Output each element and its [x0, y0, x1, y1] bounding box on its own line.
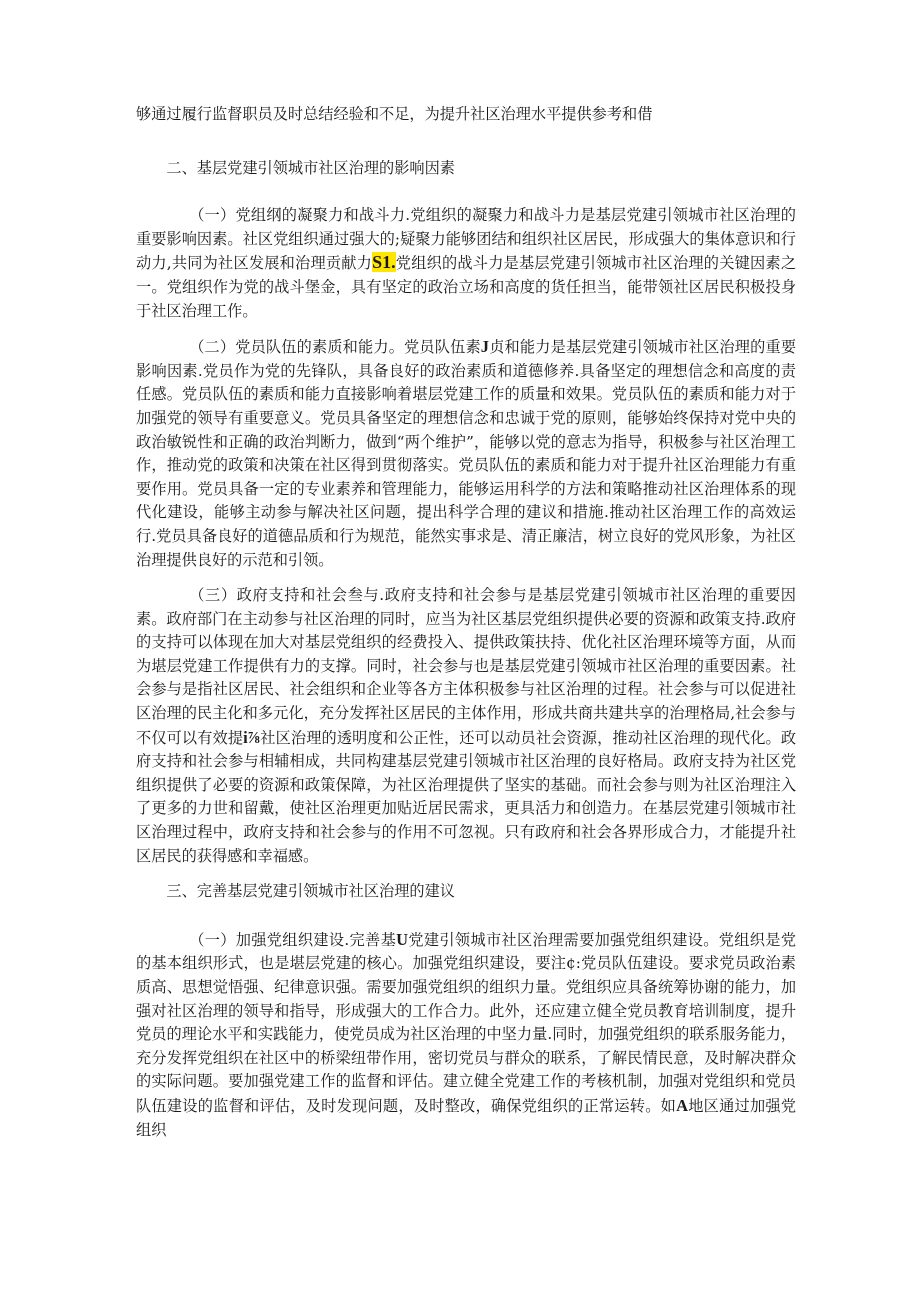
paragraph-3-text-a: （三）政府支持和社会叁与.政府支持和社会参与是基层党建引领城市社区治理的重要因素。政府部门在主动参与社区治理的同时，应当为社区基层党组织提供必要的资源和政策支持.政府的支持可以体现在加大对基层党组织的经费投入、提供政策扶持、优化社区治理环境等方面，从而为堪层党建工作提供有力的支撑。同时，社会参与也是基层党建引领城市社区治理的重要因素。社会参与是指社区居民、社会组织和企业等各方主体积极参与社区治理的过程。社会参与可以促进社区治理的民主化和多元化，充分发挥社区居民的主体作用，形成共商共建共享的治理格局,社会参与不仅可以有效提 — [136, 586, 796, 747]
ocr-mark: U — [396, 929, 409, 949]
paragraph-4-text-c: 地区通过加强党组织 — [136, 1096, 797, 1139]
paragraph-2-text-a: （二）党员队伍的素质和能力。党员队伍素 — [189, 338, 481, 357]
paragraph-3 — [136, 584, 796, 868]
section-heading-3: 三、完善基层党建引领城市社区治理的建议 — [166, 882, 455, 901]
paragraph-4 — [136, 928, 796, 1142]
paragraph-2-text-b: 贞和能力是基层党建引领城市社区治理的重要影响因素.党员作为党的先锋队，具备良好的政治素质和道德修养.具备坚定的理想信念和高度的责任感。党员队伍的素质和能力直接影响着堪层党建工作的质量和效果。党员队伍的素质和能力对于加强党的领导有重要意义。党员具备坚定的理想信念和忠诚于党的原则，能够始终保持对党中央的政治敏锐性和正确的政治判断力，做到“两个维护”，能够以党的意志为指导，积极参与社区治理工作，推动党的政策和决策在社区得到贯彻落实。党员队伍的素质和能力对于提升社区治理能力有重要作用。党员具备一定的专业素养和管理能力，能够运用科学的方法和策略推动社区治理体系的现代化建设，能够主动参与解决社区问题，提出科学合理的建议和措施.推动社区治理工作的高效运行.党员具备良好的道德品质和行为规范，能然实事求是、清正廉洁，树立良好的党风形象，为社区治理提供良好的示范和引领。 — [136, 338, 797, 569]
paragraph-1 — [136, 204, 796, 323]
ocr-mark: A — [676, 1095, 688, 1115]
document-page — [136, 103, 796, 1154]
paragraph-3-text-b: 社区治理的透明度和公正性，还可以动员社会资源，推动社区治理的现代化。政府支持和社会参与相辅相成，共同构建基层党建引领城市社区治理的良好格局。政府支持为社区党组织提供了必要的资源和政策保障，为社区治理提供了坚实的基础。而社会参与则为社区治理注入了更多的力世和留戴，使社区治理更加贴近居民需求，更具活力和创造力。在基层党建引领城市社区治理过程中，政府支持和社会参与的作用不可忽视。只有政府和社会各界形成合力，才能提升社区居民的获得感和幸福感。 — [136, 728, 797, 865]
continuation-line: 够通过履行监督职员及时总结经验和不足，为提升社区治理水平提供参考和借 — [136, 105, 653, 123]
paragraph-4-text-b: 党建引领城市社区治理需要加强党组织建设。党组织是党的基本组织形式，也是堪层党建的核心。加强党组织建设，要注¢:党员队伍建设。要求党员政治素质高、思想觉悟强、纪律意识强。需要加强党组织的组织力量。党组织应具备统筹协谢的能力，加强对社区治理的领导和指导，形成强大的工作合力。此外，还应建立健全党员教育培训制度，提升党员的理论水平和实践能力，使党员成为社区治理的中坚力量.同时，加强党组织的联系服务能力，充分发挥党组织在社区中的桥梁纽带作用，密切党员与群众的联系，了解民情民意，及时解决群众的实际问题。要加强党建工作的监督和评估。建立健全党建工作的考核机制，加强对党组织和党员队伍建设的监督和评估，及时发现问题，及时整改，确保党组织的正常运转。如 — [136, 930, 797, 1115]
paragraph-2 — [136, 335, 796, 572]
ocr-mark: J — [480, 337, 490, 357]
section-heading-2: 二、基层党建引领城市社区治理的影响因素 — [166, 158, 455, 177]
highlight-mark: S1. — [372, 252, 396, 273]
ocr-mark: i⅞ — [243, 727, 261, 747]
paragraph-1-text-a: （一）党组纲的凝聚力和战斗力.党组织的凝聚力和战斗力是基层党建引领城市社区治理的重要影响因素。社区党组织通过强大的;疑聚力能够团结和组织社区居民，形成强大的集体意识和行动力,共同为社区发展和治理贡献力 — [136, 206, 796, 273]
paragraph-1-text-b: 党组织的战斗力是基层党建引领城市社区治理的关键因素之一。党组织作为党的战斗堡金，具有坚定的政治立场和高度的货任担当，能带领社区居民积极投身于社区治理工作。 — [136, 254, 797, 320]
paragraph-4-text-a: （一）加强党组织建设.完善基 — [189, 930, 397, 949]
